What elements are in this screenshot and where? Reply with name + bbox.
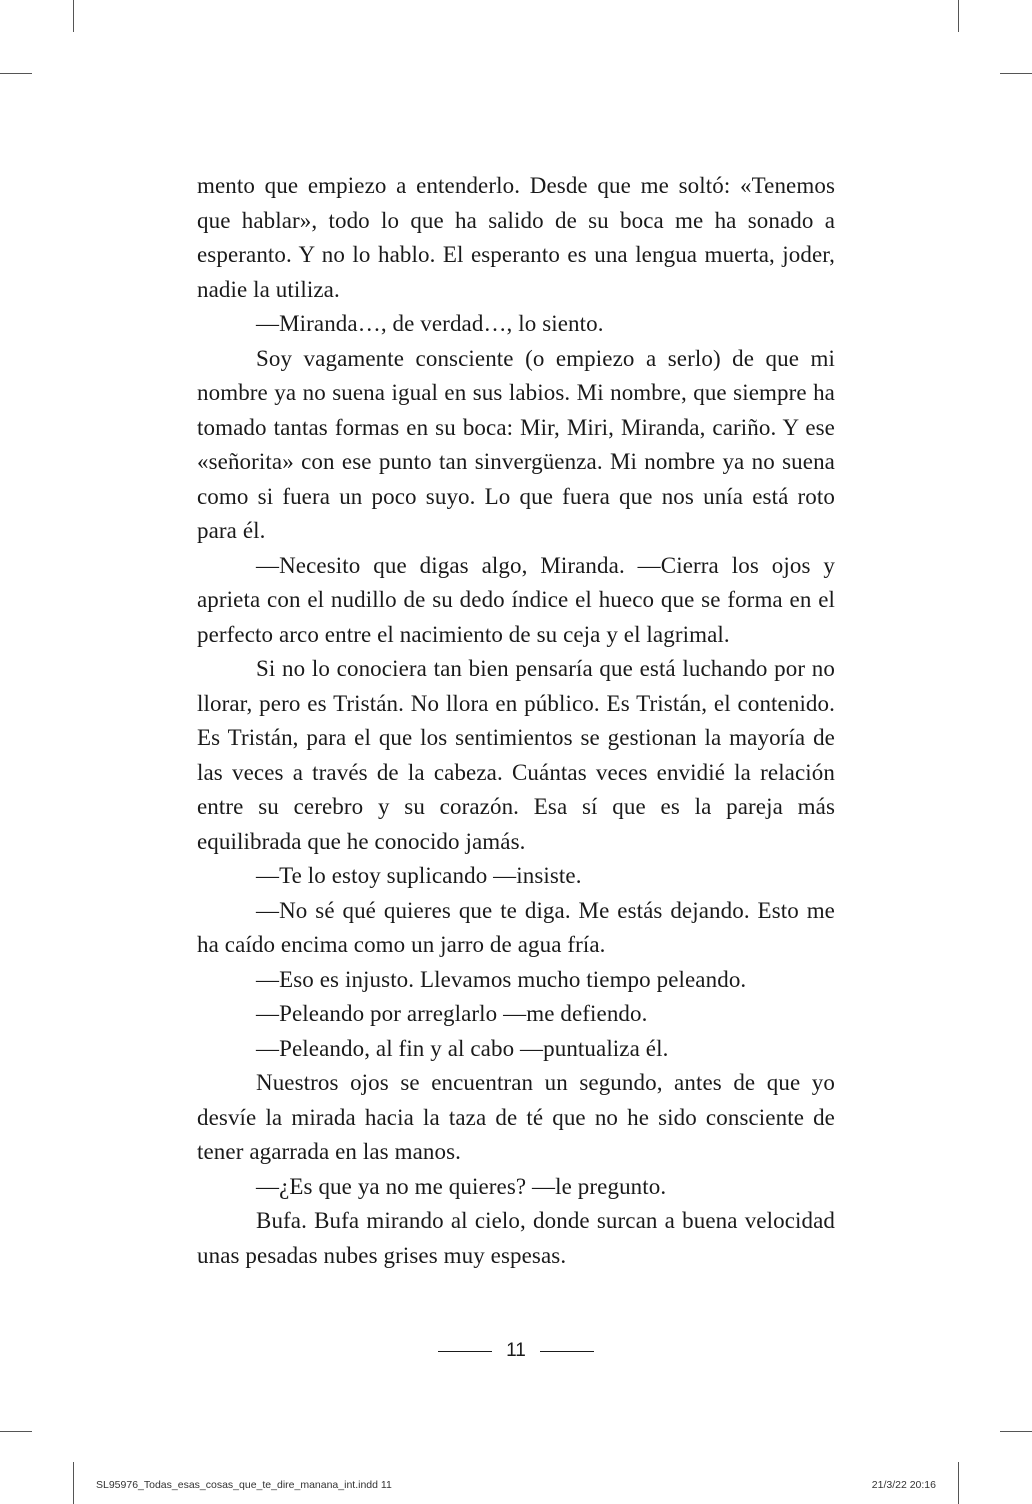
crop-mark-right-top — [1000, 73, 1032, 74]
paragraph: —Peleando, al fin y al cabo —puntualiza él. — [256, 1035, 669, 1061]
slug-file-name: SL95976_Todas_esas_cosas_que_te_dire_manana_int.indd 11 — [96, 1479, 392, 1491]
folio-rule-right — [540, 1351, 594, 1352]
paragraph: —Te lo estoy suplicando —insiste. — [256, 863, 582, 888]
page-folio — [0, 1336, 1032, 1366]
crop-mark-top-left — [73, 0, 74, 32]
page-number: 11 — [506, 1340, 526, 1361]
folio-rule-left — [438, 1351, 492, 1352]
paragraph: mento que empiezo a entenderlo. Desde que me soltó: «Tenemos que hablar», todo lo que ha salido de su boca me ha sonado a esperanto. Y no lo hablo. El esperanto es una lengua muerta, joder, nadie la utiliza. — [197, 173, 835, 302]
paragraph: —Miranda…, de verdad…, lo siento. — [256, 311, 604, 336]
crop-mark-right-bottom — [1000, 1431, 1032, 1432]
slug-date-time: 21/3/22 20:16 — [871, 1479, 936, 1491]
crop-mark-left-bottom — [0, 1431, 32, 1432]
crop-mark-top-right — [958, 0, 959, 32]
paragraph: Nuestros ojos se encuentran un segundo, antes de que yo desvíe la mirada hacia la taza de té que no he sido consciente de tener agarrada en las manos. — [197, 1070, 835, 1164]
crop-mark-bottom-right — [958, 1462, 959, 1504]
crop-mark-left-top — [0, 73, 32, 74]
paragraph: —¿Es que ya no me quieres? —le pregunto. — [256, 1173, 667, 1199]
paragraph: Bufa. Bufa mirando al cielo, donde surcan a buena velocidad unas pesadas nubes grises muy espesas. — [197, 1208, 835, 1268]
paragraph: Soy vagamente consciente (o empiezo a serlo) de que mi nombre ya no suena igual en sus labios. Mi nombre, que siempre ha tomado tantas formas en su boca: Mir, Miri, Miranda, cariño. Y ese «señorita» con ese punto tan sinvergüenza. Mi nombre ya no suena como si fuera un poco suyo. Lo que fuera que nos unía está roto para él. — [197, 345, 835, 543]
paragraph: —Eso es injusto. Llevamos mucho tiempo peleando. — [256, 966, 747, 992]
body-text — [197, 169, 835, 1273]
crop-mark-bottom-left — [73, 1462, 74, 1504]
paragraph: —Necesito que digas algo, Miranda. —Cierra los ojos y aprieta con el nudillo de su dedo índice el hueco que se forma en el perfecto arco entre el nacimiento de su ceja y el lagrimal. — [197, 552, 835, 647]
paragraph: Si no lo conociera tan bien pensaría que está luchando por no llorar, pero es Tristán. No llora en público. Es Tristán, el contenido. Es Tristán, para el que los sentimientos se gestionan la mayoría de las veces a través de la cabeza. Cuántas veces envidié la relación entre su cerebro y su corazón. Esa sí que es la pareja más equilibrada que he conocido jamás. — [197, 656, 835, 854]
paragraph: —No sé qué quieres que te diga. Me estás dejando. Esto me ha caído encima como un jarro de agua fría. — [197, 897, 835, 957]
paragraph: —Peleando por arreglarlo —me defiendo. — [256, 1001, 648, 1026]
